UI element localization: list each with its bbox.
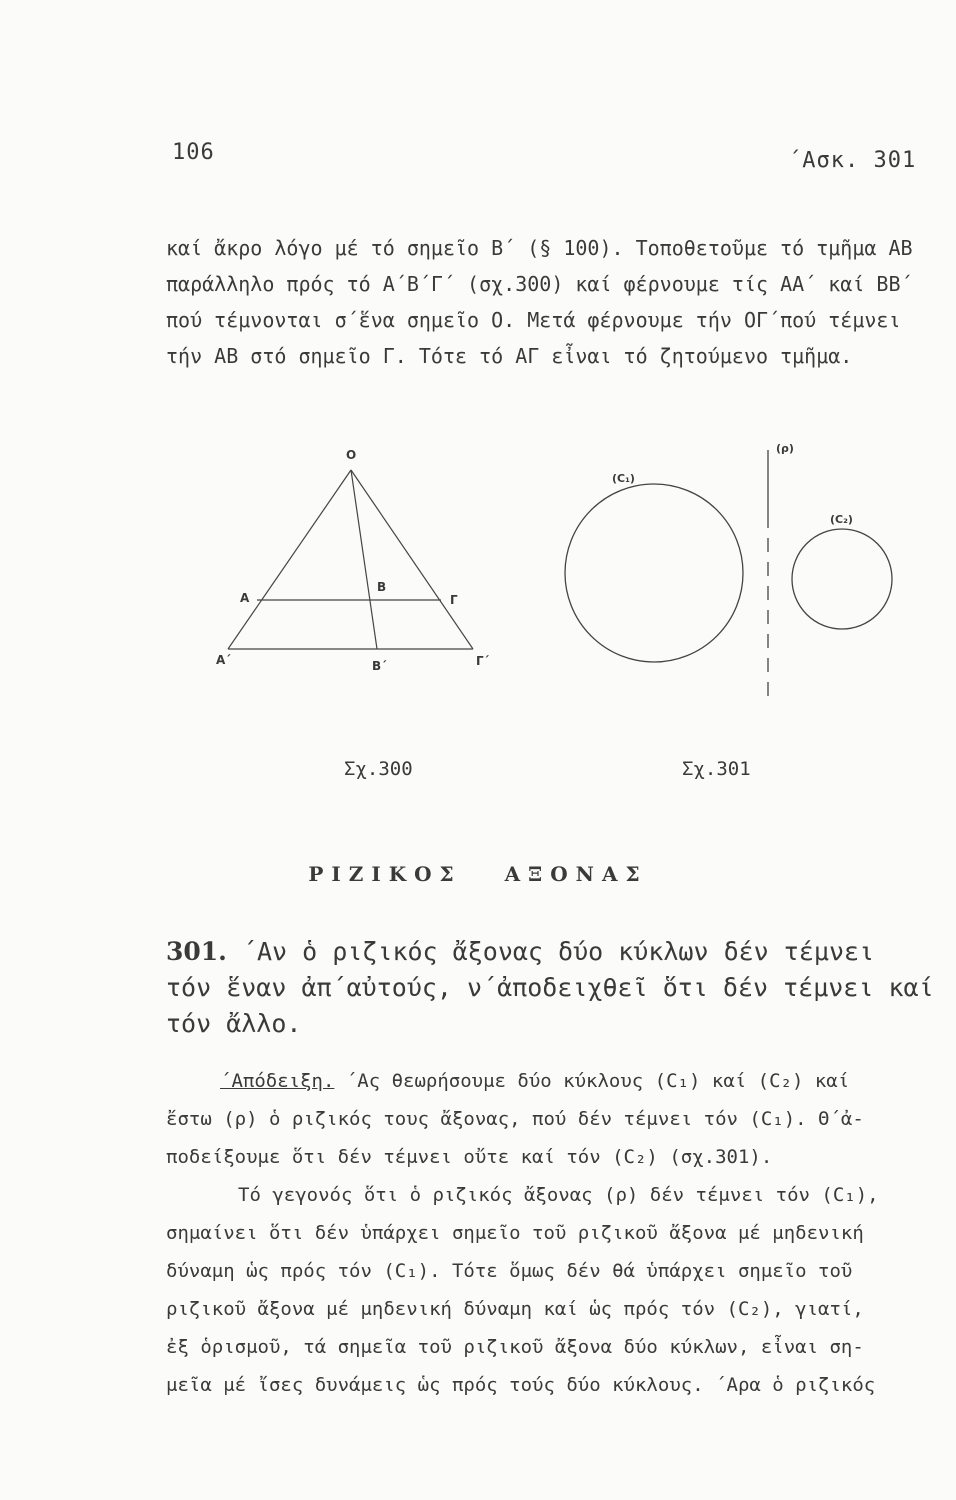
label-c2: (C₂)	[830, 513, 853, 526]
proof-line: ριζικοῦ ἄξονα μέ μηδενική δύναμη καί ὡς πρός τόν (C₂), γιατί,	[166, 1298, 864, 1320]
exercise-line	[166, 934, 936, 970]
figure-300	[228, 470, 473, 649]
section-title-word: ΡΙΖΙΚΟΣ	[308, 862, 462, 886]
proof-line: μεῖα μέ ἴσες δυνάμεις ὡς πρός τούς δύο κύκλους. ΄Αρα ὁ ριζικός	[166, 1374, 876, 1396]
label-a-prime: A΄	[216, 653, 231, 667]
proof-block	[166, 1062, 936, 1404]
circle-c1	[565, 484, 743, 662]
figure-301	[565, 450, 892, 700]
proof-line: ἐξ ὁρισμοῦ, τά σημεῖα τοῦ ριζικοῦ ἄξονα δύο κύκλων, εἶναι ση-	[166, 1336, 864, 1358]
intro-line: καί ἄκρο λόγο μέ τό σημεῖο Β΄ (§ 100). Τοποθετοῦμε τό τμῆμα ΑΒ	[166, 236, 913, 260]
intro-line: τήν ΑΒ στό σημεῖο Γ. Τότε τό ΑΓ εἶναι τό ζητούμενο τμῆμα.	[166, 344, 853, 368]
line-o-gprime	[351, 470, 473, 649]
proof-line: ποδείξουμε ὅτι δέν τέμνει οὔτε καί τόν (C₂) (σχ.301).	[166, 1146, 773, 1168]
label-o: O	[346, 448, 357, 462]
proof-line: ἔστω (ρ) ὁ ριζικός τους ἄξονας, πού δέν τέμνει τόν (C₁). Θ΄ἀ-	[166, 1108, 864, 1130]
label-c1: (C₁)	[612, 472, 635, 485]
section-title-word: ΑΞΟΝΑΣ	[504, 862, 648, 886]
intro-line: παράλληλο πρός τό Α΄Β΄Γ΄ (σχ.300) καί φέρνουμε τίς ΑΑ΄ καί ΒΒ΄	[166, 272, 913, 296]
label-b-prime: B΄	[372, 659, 387, 673]
label-a: A	[240, 591, 250, 605]
intro-line: πού τέμνονται σ΄ἕνα σημεῖο Ο. Μετά φέρνουμε τήν ΟΓ΄πού τέμνει	[166, 308, 901, 332]
section-title	[0, 862, 956, 886]
exercise-line: τόν ἄλλο.	[166, 1009, 302, 1038]
exercise-line: τόν ἕναν ἀπ΄αὐτούς, ν΄ἀποδειχθεῖ ὅτι δέν τέμνει καί	[166, 973, 934, 1002]
proof-text: ΄Ας θεωρήσουμε δύο κύκλους (C₁) καί (C₂) καί	[334, 1070, 850, 1092]
figure-301-caption: Σχ.301	[682, 758, 751, 780]
figure-300-caption: Σχ.300	[344, 758, 413, 780]
intro-paragraph	[166, 230, 936, 374]
exercise-text: ΄Αν ὁ ριζικός ἄξονας δύο κύκλων δέν τέμνει	[226, 937, 875, 966]
circle-c2	[792, 529, 892, 629]
proof-label: ΄Απόδειξη.	[220, 1070, 335, 1092]
proof-line: Τό γεγονός ὅτι ὁ ριζικός ἄξονας (ρ) δέν τέμνει τόν (C₁),	[238, 1184, 879, 1206]
label-g: Γ	[450, 593, 458, 607]
line-o-aprime	[228, 470, 351, 649]
figures	[200, 440, 920, 720]
page-number: 106	[172, 140, 215, 165]
exercise-header-label: ΄Ασκ. 301	[788, 148, 917, 173]
exercise-statement	[166, 934, 936, 1042]
exercise-number: 301.	[166, 937, 227, 966]
proof-line: σημαίνει ὅτι δέν ὑπάρχει σημεῖο τοῦ ριζικοῦ ἄξονα μέ μηδενική	[166, 1222, 864, 1244]
proof-line: δύναμη ὡς πρός τόν (C₁). Τότε ὅμως δέν θά ὑπάρχει σημεῖο τοῦ	[166, 1260, 853, 1282]
label-rho: (ρ)	[776, 442, 794, 455]
proof-line	[166, 1062, 936, 1100]
label-g-prime: Γ΄	[476, 654, 489, 668]
line-o-bprime	[351, 470, 377, 649]
label-b: B	[377, 580, 387, 594]
